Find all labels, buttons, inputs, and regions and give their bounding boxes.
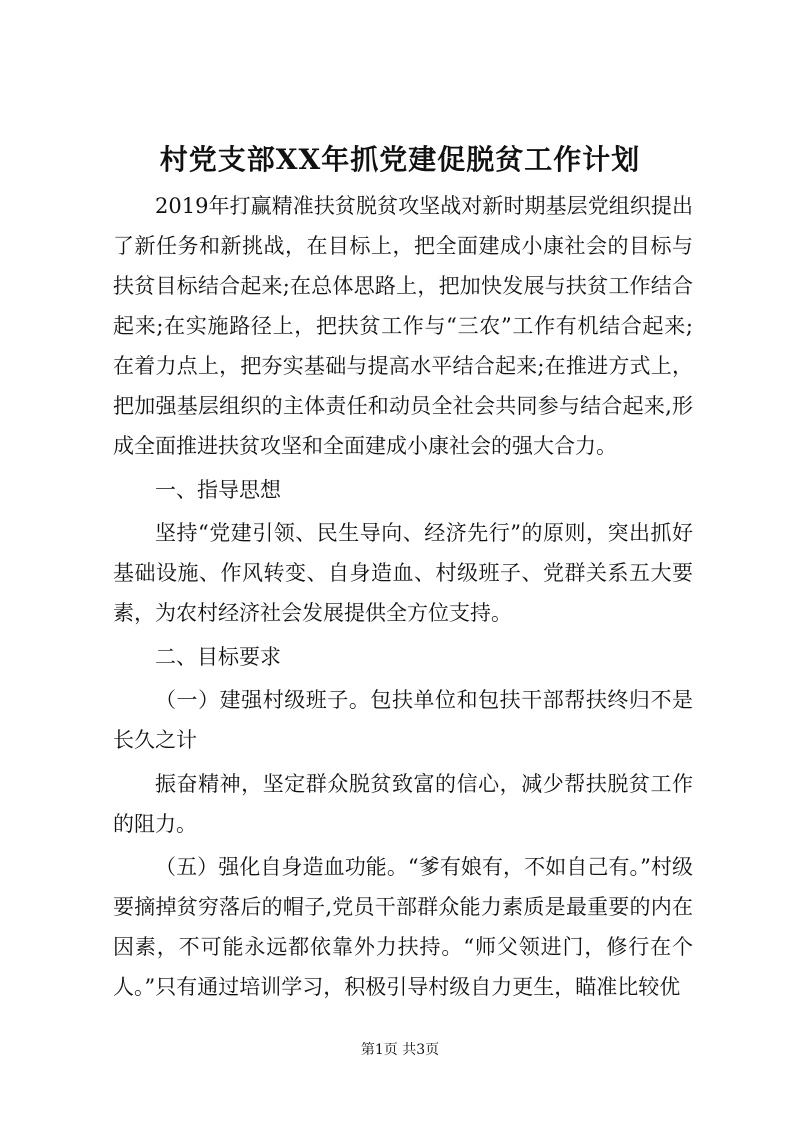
document-title: 村党支部XX年抓党建促脱贫工作计划 [159, 143, 641, 176]
document-body [113, 186, 693, 1011]
guiding-ideology-paragraph: 坚持“党建引领、民生导向、经济先行”的原则，突出抓好基础设施、作风转变、自身造血、村级班子、党群关系五大要素，为农村经济社会发展提供全方位支持。 [113, 521, 693, 625]
goal-paragraph: 振奋精神，坚定群众脱贫致富的信心，减少帮扶脱贫工作的阻力。 [113, 771, 693, 836]
goal-item-5: （五）强化自身造血功能。“爹有娘有，不如自己有。”村级要摘掉贫穷落后的帽子,党员干部群众能力素质是最重要的内在因素，不可能永远都依靠外力扶持。“师父领进门，修行在个人。”只有通过培训学习，积极引导村级自力更生，瞄准比较优 [113, 855, 693, 999]
goal-item-1: （一）建强村级班子。包扶单位和包扶干部帮扶终归不是长久之计 [113, 688, 693, 752]
section-heading-goals: 二、目标要求 [155, 644, 281, 669]
section-heading-guiding-ideology: 一、指导思想 [155, 477, 281, 502]
intro-paragraph: 2019年打赢精准扶贫脱贫攻坚战对新时期基层党组织提出了新任务和新挑战，在目标上，把全面建成小康社会的目标与扶贫目标结合起来;在总体思路上，把加快发展与扶贫工作结合起来;在实施路径上，把扶贫工作与“三农”工作有机结合起来;在着力点上，把夯实基础与提高水平结合起来;在推进方式上，把加强基层组织的主体责任和动员全社会共同参与结合起来,形成全面推进扶贫攻坚和全面建成小康社会的强大合力。 [113, 194, 693, 458]
page-number-footer: 第1页 共3页 [360, 1042, 440, 1058]
